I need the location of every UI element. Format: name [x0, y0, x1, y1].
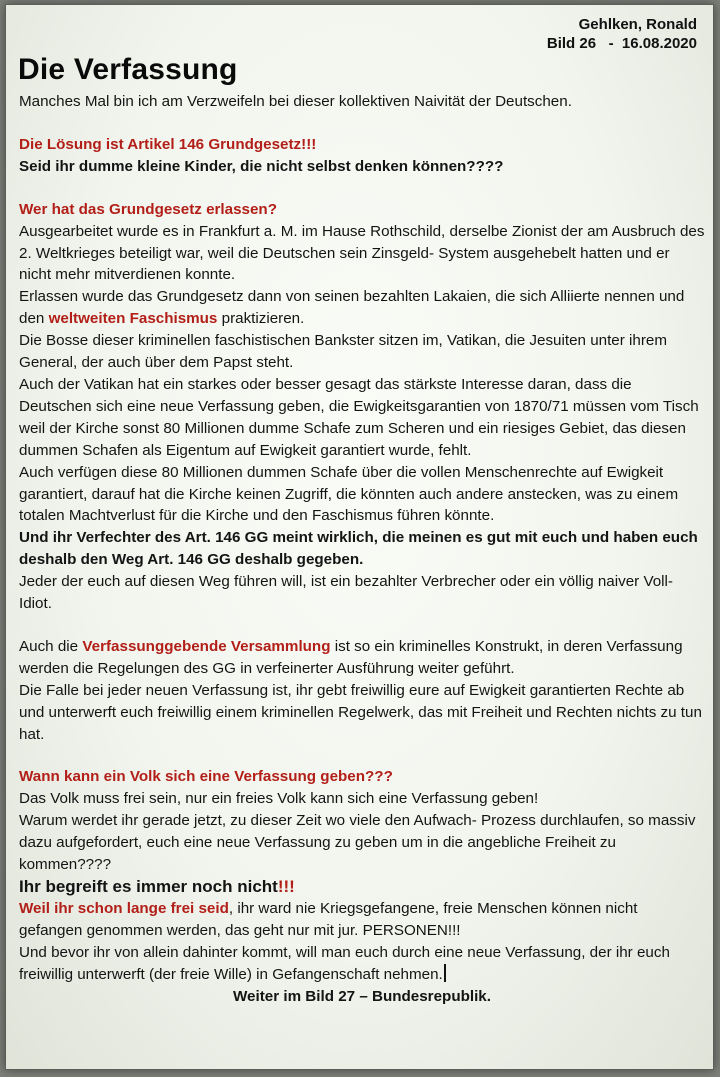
section2-paragraph-5: Auch verfügen diese 80 Millionen dummen Schafe über die vollen Menschenrechte auf Ewigkeit garantiert, darauf hat die Kirche keinen Zugriff, die könnten auch andere anstecken, was zu einem totalen Machtverlust für die Kirche und den Faschismus führen könnte. — [19, 463, 679, 525]
paragraph-text: , ihr ward nie Kriegsgefangene, freie Menschen können nicht gefangen genommen werden, das geht nur mit jur. PERSONEN!!! — [19, 899, 638, 939]
document-sheet — [5, 4, 714, 1070]
section2-paragraph-3: Die Bosse dieser kriminellen faschistischen Bankster sitzen im, Vatikan, die Jesuiten unter ihrem General, der auch über dem Papst steht. — [19, 332, 668, 372]
shout-text: Ihr begreift es immer noch nicht — [19, 877, 278, 896]
highlight-text: weltweiten Faschismus — [48, 310, 218, 328]
intro-paragraph: Manches Mal bin ich am Verzweifeln bei dieser kollektiven Naivität der Deutschen. — [19, 93, 572, 110]
section3-paragraph-2: Die Falle bei jeder neuen Verfassung ist, ihr gebt freiwillig eure auf Ewigkeit garantierten Rechte ab und unterwerft euch freiwillig einem kriminellen Regelwerk, das mit Freiheit und Rechten nichts zu tun hat. — [19, 681, 702, 743]
section2-paragraph-4: Auch der Vatikan hat ein starkes oder besser gesagt das stärkste Interesse daran, dass die Deutschen sich eine neue Verfassung geben, die Ewigkeitsgarantien von 1870/71 müssen vom Tisch weil der Kirche sonst 80 Millionen dumme Schafe zum Scheren und ein riesiges Gebiet, das diesen dummen Schafen als Eigentum auf Ewigkeit garantiert wurde, fehlt. — [19, 375, 699, 459]
document-body — [19, 91, 705, 1007]
paragraph-text: Und bevor ihr von allein dahinter kommt, will man euch durch eine neue Verfassung, der ihr euch freiwillig unterwerft (der freie Wille) in Gefangenschaft nehmen. — [19, 943, 670, 983]
author-name: Gehlken, Ronald — [578, 16, 697, 33]
spacer — [19, 113, 705, 134]
section4-paragraph-4 — [19, 942, 705, 986]
section3-paragraph-1 — [19, 636, 705, 680]
highlight-text: Weil ihr schon lange frei seid — [19, 899, 229, 917]
spacer — [19, 178, 705, 199]
text-cursor — [444, 964, 446, 982]
highlight-text: Verfassunggebende Versammlung — [82, 637, 331, 655]
header-meta — [547, 15, 697, 53]
section2-paragraph-6: Und ihr Verfechter des Art. 146 GG meint wirklich, die meinen es gut mit euch und haben euch deshalb den Weg Art. 146 GG deshalb gegeben. — [19, 529, 698, 569]
header-separator: - — [608, 35, 614, 52]
footer-note: Weiter im Bild 27 – Bundesrepublik. — [233, 987, 491, 1005]
spacer — [19, 745, 705, 766]
page-title: Die Verfassung — [18, 53, 238, 86]
shout-marks: !!! — [277, 877, 295, 896]
picture-number: Bild 26 — [546, 35, 597, 52]
section2-paragraph-2 — [19, 286, 705, 330]
section4-paragraph-1: Das Volk muss frei sein, nur ein freies Volk kann sich eine Verfassung geben! — [19, 790, 539, 808]
section1-question: Seid ihr dumme kleine Kinder, die nicht selbst denken können???? — [19, 157, 504, 175]
header-date: 16.08.2020 — [621, 35, 697, 52]
section2-paragraph-1: Ausgearbeitet wurde es in Frankfurt a. M. im Hause Rothschild, derselbe Zionist der am Ausbruch des 2. Weltkrieges beteiligt war, weil die Deutschen sein Zinsgeld- System ausgehebelt hatten und er nicht mehr mitverdienen konnte. — [19, 222, 705, 284]
section4-paragraph-3 — [19, 898, 705, 942]
section2-paragraph-7: Jeder der euch auf diesen Weg führen will, ist ein bezahlter Verbrecher oder ein völlig naiver Voll- Idiot. — [19, 573, 673, 613]
paragraph-text: ist so ein kriminelles Konstrukt, in deren Verfassung werden die Regelungen des GG in verfeinerter Ausführung weiter geführt. — [19, 637, 683, 677]
paragraph-text: praktizieren. — [221, 310, 305, 328]
paragraph-text: Auch die — [19, 637, 79, 655]
section1-heading: Die Lösung ist Artikel 146 Grundgesetz!!! — [19, 135, 317, 153]
picture-date-line — [547, 34, 697, 53]
section4-paragraph-2: Warum werdet ihr gerade jetzt, zu dieser Zeit wo viele den Aufwach- Prozess durchlaufen, so massiv dazu aufgefordert, euch eine neue Verfassung zu geben um in die angebliche Freiheit zu kommen???? — [19, 812, 696, 874]
section4-heading: Wann kann ein Volk sich eine Verfassung geben??? — [19, 768, 393, 786]
spacer — [19, 615, 705, 636]
section4-shout — [19, 876, 705, 898]
paragraph-text: Erlassen wurde das Grundgesetz dann von seinen bezahlten Lakaien, die sich Alliierte nennen und den — [19, 288, 685, 328]
section2-heading: Wer hat das Grundgesetz erlassen? — [19, 200, 277, 218]
